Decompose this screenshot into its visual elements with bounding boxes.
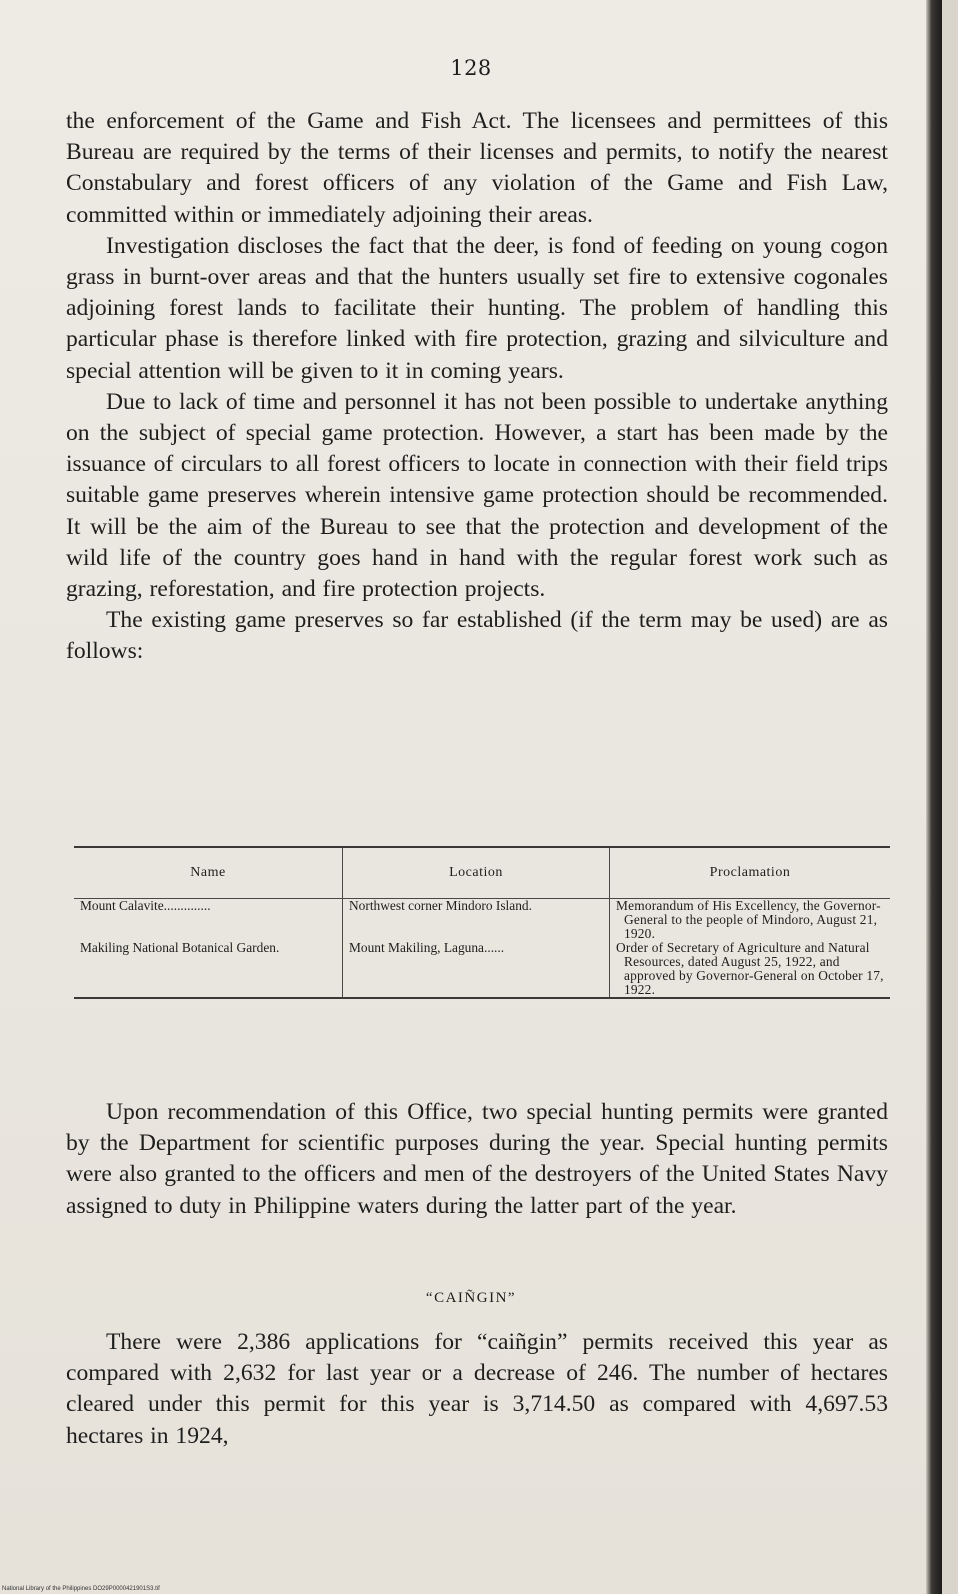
header-name: Name: [74, 847, 343, 899]
paragraph-caingin-permits: There were 2,386 applications for “caiñgin” permits received this year as compared with 2,632 for last year or a decrease of 246. The number of hectares cleared under this permit for this year is 3,714.50 as compared with 4,697.53 hectares in 1924,: [66, 1329, 888, 1449]
cell-location: Mount Makiling, Laguna......: [343, 941, 610, 998]
body-text-bottom: [66, 1327, 888, 1452]
paragraph-game-fish-act: the enforcement of the Game and Fish Act. The licensees and permittees of this Bureau are required by the terms of their licenses and permits, to notify the nearest Constabulary and forest officers of any violation of the Game and Fish Law, committed within or immediately adjoining their areas.: [66, 108, 888, 228]
cell-proclamation: Memorandum of His Excellency, the Governor-General to the people of Mindoro, August 21, 1920.: [610, 899, 891, 942]
paragraph-deer-investigation: Investigation discloses the fact that the deer, is fond of feeding on young cogon grass in burnt-over areas and that the hunters usually set fire to extensive cogonales adjoining forest lands to facilitate their hunting. The problem of handling this particular phase is therefore linked with fire protection, grazing and silviculture and special attention will be given to it in coming years.: [66, 232, 888, 384]
table-header-row: [74, 847, 890, 899]
table-row: [74, 941, 890, 998]
header-proclamation: Proclamation: [610, 847, 891, 899]
cell-name: Makiling National Botanical Garden.: [80, 940, 280, 955]
table-row: [74, 899, 890, 942]
cell-location: Northwest corner Mindoro Island.: [343, 899, 610, 942]
binding-edge: [926, 0, 942, 1594]
page-number: 128: [450, 56, 492, 80]
game-preserves-table: [74, 846, 890, 999]
header-location: Location: [343, 847, 610, 899]
section-heading: “CAIÑGIN”: [425, 1290, 517, 1306]
body-text-middle: [66, 1097, 888, 1222]
body-text-top: [66, 106, 888, 668]
paragraph-hunting-permits: Upon recommendation of this Office, two special hunting permits were granted by the Department for scientific purposes during the year. Special hunting permits were also granted to the officers and men of the destroyers of the United States Navy assigned to duty in Philippine waters during the latter part of the year.: [66, 1099, 888, 1219]
archive-footer-stamp: National Library of the Philippines DO29P0000421901S3.tif: [2, 1586, 160, 1592]
paragraph-game-protection: Due to lack of time and personnel it has not been possible to undertake anything on the subject of special game protection. However, a start has been made by the issuance of circulars to all forest officers to locate in connection with their field trips suitable game preserves wherein intensive game protection should be recommended. It will be the aim of the Bureau to see that the protection and development of the wild life of the country goes hand in hand with the regular forest work such as grazing, reforestation, and fire protection projects.: [66, 388, 888, 603]
cell-name: Mount Calavite..............: [80, 898, 211, 913]
paragraph-existing-preserves: The existing game preserves so far established (if the term may be used) are as follows:: [66, 607, 888, 665]
cell-proclamation: Order of Secretary of Agriculture and Natural Resources, dated August 25, 1922, and approved by Governor-General on October 17, 1922.: [610, 941, 891, 998]
